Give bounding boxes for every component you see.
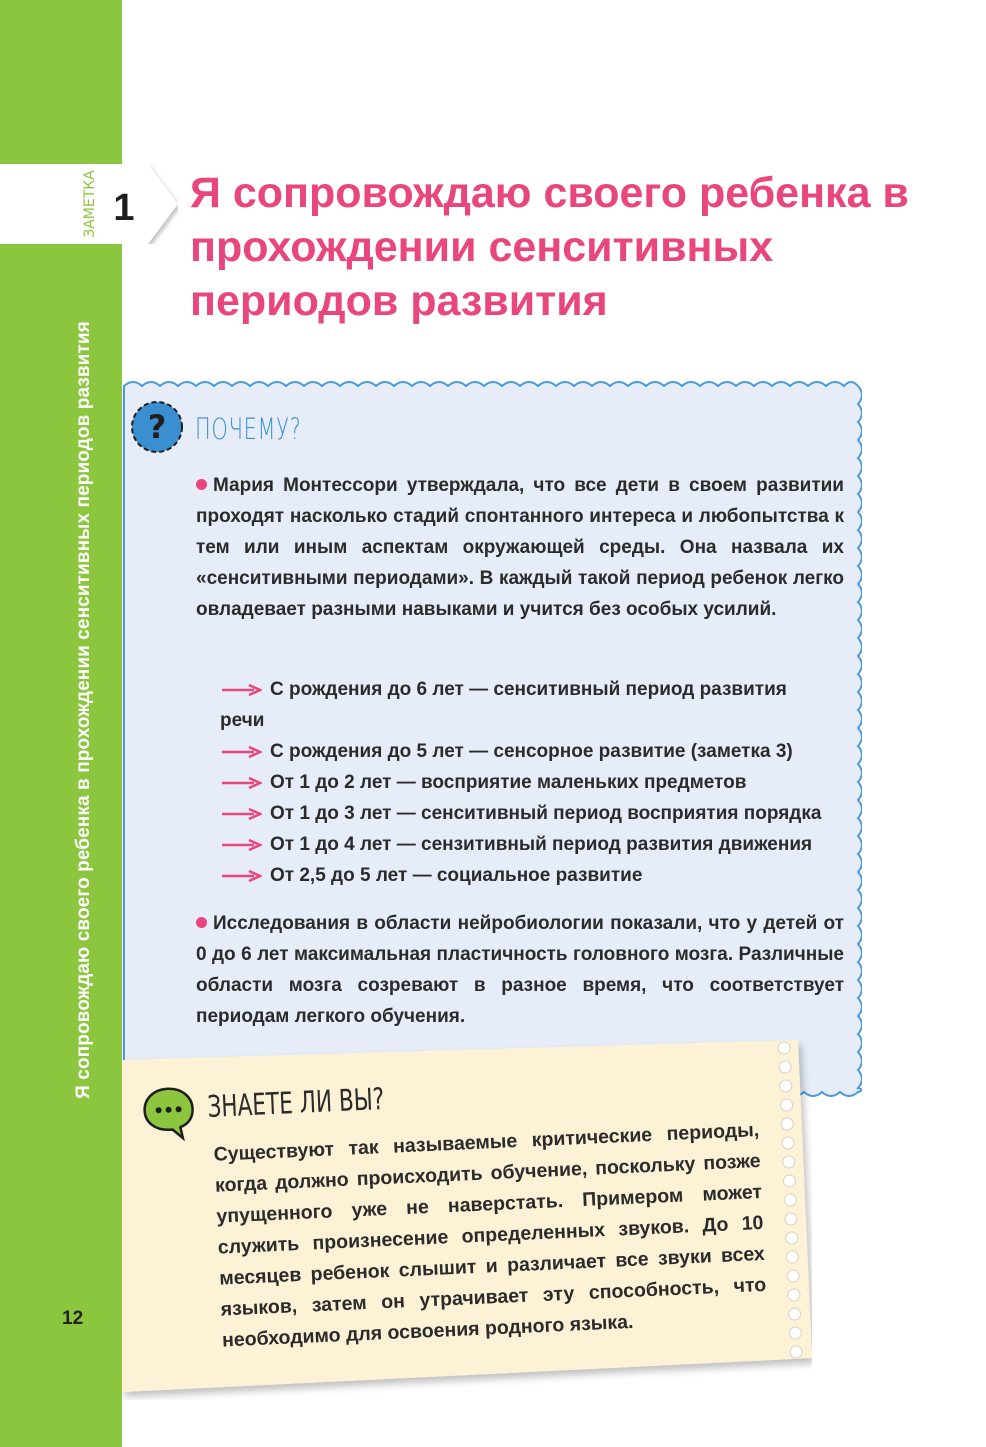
list-item xyxy=(220,829,846,860)
period-text-continuation: речи xyxy=(220,710,265,731)
period-text: От 1 до 2 лет — восприятие маленьких предметов xyxy=(270,772,747,793)
svg-text:?: ? xyxy=(147,408,167,446)
notebook-hole xyxy=(789,1327,801,1339)
page-number: 12 xyxy=(62,1308,84,1329)
notebook-hole xyxy=(784,1194,796,1206)
period-text: С рождения до 6 лет — сенситивный период развития xyxy=(270,679,787,700)
notebook-hole xyxy=(779,1061,791,1073)
arrow-right-icon xyxy=(222,839,262,851)
arrow-right-icon xyxy=(222,684,262,696)
bullet-icon xyxy=(196,479,207,490)
arrow-right-icon xyxy=(222,746,262,758)
bullet-icon xyxy=(196,917,207,928)
notebook-hole xyxy=(781,1118,793,1130)
period-text: С рождения до 5 лет — сенсорное развитие (заметка 3) xyxy=(270,741,793,762)
arrow-right-icon xyxy=(222,870,262,882)
periods-list xyxy=(220,674,846,891)
why-paragraph-1-text: Мария Монтессори утверждала, что все дети в своем развитии проходят насколько стадий спонтанного интереса и любопытства к тем или иным аспектам окружающей среды. Она назвала их «сенситивными периодами». В каждый такой период ребенок легко овладевает разными навыками и учится без особых усилий. xyxy=(196,475,844,620)
notebook-hole xyxy=(790,1346,802,1358)
notebook-hole xyxy=(787,1270,799,1282)
note-tab xyxy=(0,164,178,244)
why-paragraph-1 xyxy=(196,470,844,625)
notebook-hole xyxy=(788,1289,800,1301)
arrow-right-icon xyxy=(222,808,262,820)
note-tab-label: ЗАМЕТКА xyxy=(82,170,98,238)
why-heading: ПОЧЕМУ? xyxy=(195,412,302,446)
list-item xyxy=(220,798,846,829)
did-you-know-heading: ЗНАЕТЕ ЛИ ВЫ? xyxy=(206,1081,385,1125)
notebook-hole xyxy=(783,1175,795,1187)
period-text: От 2,5 до 5 лет — социальное развитие xyxy=(270,865,643,886)
page-title: Я сопровождаю своего ребенка в прохождении сенситивных периодов развития xyxy=(190,169,909,325)
why-paragraph-2 xyxy=(196,908,844,1032)
running-title-text: Я сопровождаю своего ребенка в прохождении сенситивных периодов развития xyxy=(73,321,94,1099)
list-item xyxy=(220,674,846,736)
speech-bubble-icon xyxy=(141,1085,197,1143)
notebook-hole xyxy=(785,1213,797,1225)
question-icon xyxy=(130,400,184,454)
list-item xyxy=(220,860,846,891)
period-text: От 1 до 4 лет — сензитивный период развития движения xyxy=(270,834,813,855)
list-item xyxy=(220,767,846,798)
note-tab-number: 1 xyxy=(113,187,135,229)
notebook-hole xyxy=(782,1137,794,1149)
notebook-hole xyxy=(789,1308,801,1320)
why-paragraph-2-text: Исследования в области нейробиологии показали, что у детей от 0 до 6 лет максимальная пластичность головного мозга. Различные области мозга созревают в разное время, что соответствует периодам легкого обучения. xyxy=(196,913,844,1027)
notebook-hole xyxy=(780,1080,792,1092)
notebook-hole xyxy=(786,1232,798,1244)
list-item xyxy=(220,736,846,767)
notebook-hole xyxy=(786,1251,798,1263)
notebook-hole xyxy=(778,1042,790,1054)
notebook-hole xyxy=(783,1156,795,1168)
did-you-know-text: Существуют так называемые критические периоды, когда должно происходить обучение, поскольку позже упущенного уже не наверстать. Примером может служить произнесение определенных звуков. До 10 месяцев ребенок слышит и различает все звуки всех языков, затем он утрачивает эту способность, что необходимо для освоения родного языка. xyxy=(213,1118,767,1352)
period-text: От 1 до 3 лет — сенситивный период восприятия порядка xyxy=(270,803,822,824)
notebook-hole xyxy=(781,1099,793,1111)
arrow-right-icon xyxy=(222,777,262,789)
